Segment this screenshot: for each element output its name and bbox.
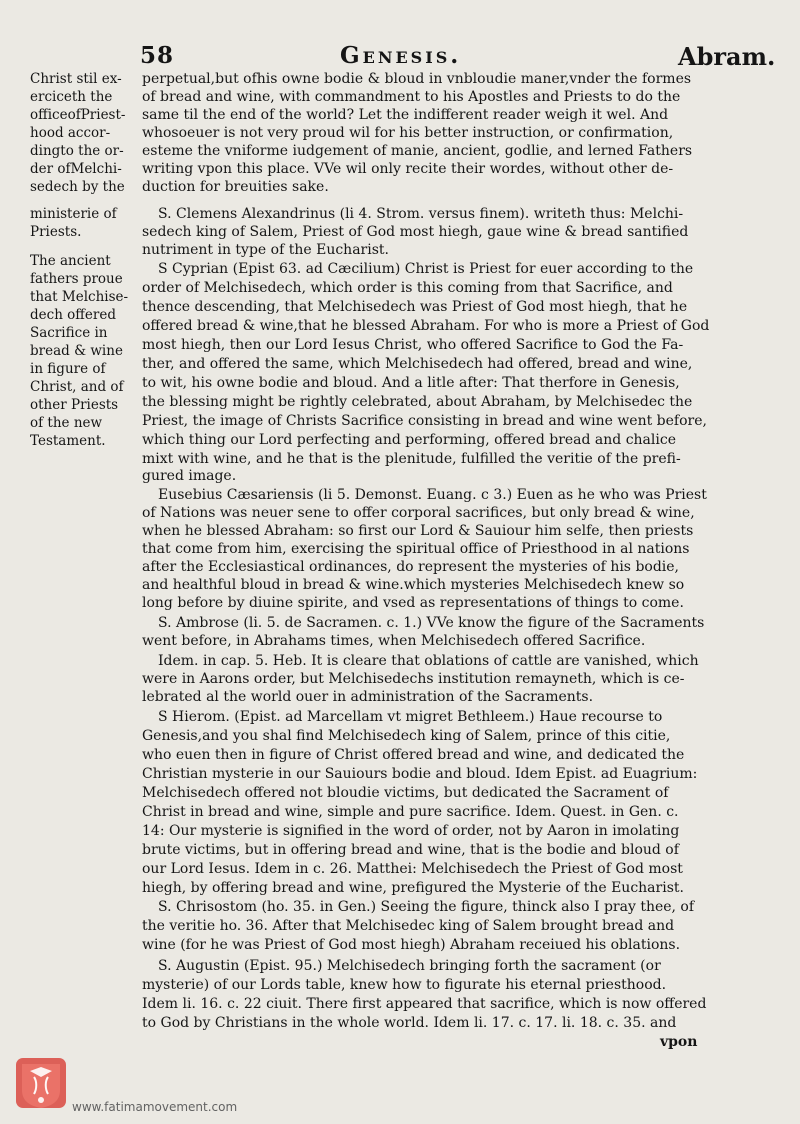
text-line: perpetual,but ofhis owne bodie & bloud in vnbloudie maner,vnder the formes: [142, 71, 692, 87]
text-line: S Cyprian (Epist 63. ad Cæcilium) Christ is Priest for euer according to the: [158, 261, 694, 277]
margin-note: dech offered: [30, 307, 116, 323]
text-line: that come from him, exercising the spiritual office of Priesthood in al nations: [142, 541, 690, 557]
margin-note: dingto the or-: [30, 143, 124, 159]
text-line: most hiegh, then our Lord Iesus Christ, who offered Sacrifice to God the Fa-: [142, 337, 684, 353]
text-line: S. Chrisostom (ho. 35. in Gen.) Seeing the figure, thinck also I pray thee, of: [158, 899, 695, 915]
margin-note: bread & wine: [30, 343, 123, 359]
text-line: Melchisedech offered not bloudie victims, but dedicated the Sacrament of: [142, 785, 669, 801]
margin-note: fathers proue: [30, 271, 123, 287]
margin-note: der ofMelchi-: [30, 161, 122, 177]
text-line: to God by Christians in the whole world. Idem li. 17. c. 17. li. 18. c. 35. and: [142, 1015, 677, 1031]
text-line: the veritie ho. 36. After that Melchisedec king of Salem brought bread and: [142, 918, 675, 934]
text-line: duction for breuities sake.: [142, 179, 329, 195]
catchword: vpon: [660, 1034, 698, 1050]
fatima-seal-icon: [12, 1054, 70, 1112]
text-line: ther, and offered the same, which Melchisedech had offered, bread and wine,: [142, 356, 693, 372]
margin-note: other Priests: [30, 397, 119, 413]
margin-note: Sacrifice in: [30, 325, 108, 341]
text-line: S. Augustin (Epist. 95.) Melchisedech bringing forth the sacrament (or: [158, 958, 661, 974]
text-line: whosoeuer is not very proud wil for his better instruction, or confirmation,: [142, 125, 674, 141]
text-line: offered bread & wine,that he blessed Abraham. For who is more a Priest of God: [142, 318, 710, 334]
text-line: long before by diuine spirite, and vsed as representations of things to come.: [142, 595, 684, 611]
text-line: gured image.: [142, 468, 237, 484]
text-line: same til the end of the world? Let the indifferent reader weigh it wel. And: [142, 107, 669, 123]
text-line: Idem li. 16. c. 22 ciuit. There first appeared that sacrifice, which is now offered: [142, 996, 707, 1012]
text-line: nutriment in type of the Eucharist.: [142, 242, 389, 258]
margin-note: erciceth the: [30, 89, 113, 105]
text-line: lebrated al the world ouer in administration of the Sacraments.: [142, 689, 594, 705]
text-line: S Hierom. (Epist. ad Marcellam vt migret Bethleem.) Haue recourse to: [158, 709, 663, 725]
text-line: thence descending, that Melchisedech was Priest of God most hiegh, that he: [142, 299, 688, 315]
margin-note: sedech by the: [30, 179, 125, 195]
text-line: the blessing might be rightly celebrated, about Abraham, by Melchisedec the: [142, 394, 693, 410]
margin-note: of the new: [30, 415, 103, 431]
text-line: mysterie) of our Lords table, knew how to figurate his eternal priesthood.: [142, 977, 667, 993]
text-line: when he blessed Abraham: so first our Lord & Sauiour him selfe, then priests: [142, 523, 694, 539]
text-line: Eusebius Cæsariensis (li 5. Demonst. Euang. c 3.) Euen as he who was Priest: [158, 487, 707, 503]
text-line: to wit, his owne bodie and bloud. And a litle after: That therfore in Genesis,: [142, 375, 680, 391]
text-line: who euen then in figure of Christ offered bread and wine, and dedicated the: [142, 747, 685, 763]
margin-note: ministerie of: [30, 206, 117, 222]
text-line: of Nations was neuer sene to offer corporal sacrifices, but only bread & wine,: [142, 505, 695, 521]
text-line: order of Melchisedech, which order is this coming from that Sacrifice, and: [142, 280, 673, 296]
margin-note: Testament.: [30, 433, 106, 449]
text-line: wine (for he was Priest of God most hiegh) Abraham receiued his oblations.: [142, 937, 681, 953]
running-head: Abram.: [678, 42, 776, 71]
watermark-url: www.fatimamovement.com: [72, 1100, 238, 1114]
text-line: brute victims, but in offering bread and wine, that is the bodie and bloud of: [142, 842, 679, 858]
margin-note: Priests.: [30, 224, 82, 240]
text-line: went before, in Abrahams times, when Melchisedech offered Sacrifice.: [142, 633, 646, 649]
text-line: mixt with wine, and he that is the plenitude, fulfilled the veritie of the prefi-: [142, 451, 681, 467]
margin-note: The ancient: [30, 253, 111, 269]
text-line: were in Aarons order, but Melchisedechs institution remayneth, which is ce-: [142, 671, 685, 687]
text-line: and healthful bloud in bread & wine.which mysteries Melchisedech knew so: [142, 577, 685, 593]
text-line: Christ in bread and wine, simple and pure sacrifice. Idem. Quest. in Gen. c.: [142, 804, 679, 820]
margin-note: in figure of: [30, 361, 106, 377]
text-line: S. Ambrose (li. 5. de Sacramen. c. 1.) VVe know the figure of the Sacraments: [158, 615, 705, 631]
text-line: sedech king of Salem, Priest of God most hiegh, gaue wine & bread santified: [142, 224, 689, 240]
margin-note: Christ, and of: [30, 379, 124, 395]
text-line: esteme the vniforme iudgement of manie, ancient, godlie, and lerned Fathers: [142, 143, 693, 159]
text-line: hiegh, by offering bread and wine, prefigured the Mysterie of the Eucharist.: [142, 880, 684, 896]
margin-note: officeofPriest-: [30, 107, 126, 123]
text-line: Christian mysterie in our Sauiours bodie and bloud. Idem Epist. ad Euagrium:: [142, 766, 698, 782]
margin-note: Christ stil ex-: [30, 71, 122, 87]
text-line: writing vpon this place. VVe wil only recite their wordes, without other de-: [142, 161, 674, 177]
text-line: which thing our Lord perfecting and performing, offered bread and chalice: [142, 432, 676, 448]
text-line: Priest, the image of Christs Sacrifice consisting in bread and wine went before,: [142, 413, 707, 429]
text-line: Genesis,and you shal find Melchisedech king of Salem, prince of this citie,: [142, 728, 671, 744]
text-line: 14: Our mysterie is signified in the word of order, not by Aaron in imolating: [142, 823, 680, 839]
text-line: Idem. in cap. 5. Heb. It is cleare that oblations of cattle are vanished, which: [158, 653, 699, 669]
text-line: S. Clemens Alexandrinus (li 4. Strom. versus finem). writeth thus: Melchi-: [158, 206, 684, 222]
page-number: 58: [140, 42, 175, 69]
text-line: of bread and wine, with commandment to his Apostles and Priests to do the: [142, 89, 681, 105]
text-line: after the Ecclesiastical ordinances, do represent the mysteries of his bodie,: [142, 559, 680, 575]
page-title: Genesis.: [340, 42, 462, 69]
margin-note: hood accor-: [30, 125, 111, 141]
margin-note: that Melchise-: [30, 289, 129, 305]
text-line: our Lord Iesus. Idem in c. 26. Matthei: Melchisedech the Priest of God most: [142, 861, 683, 877]
